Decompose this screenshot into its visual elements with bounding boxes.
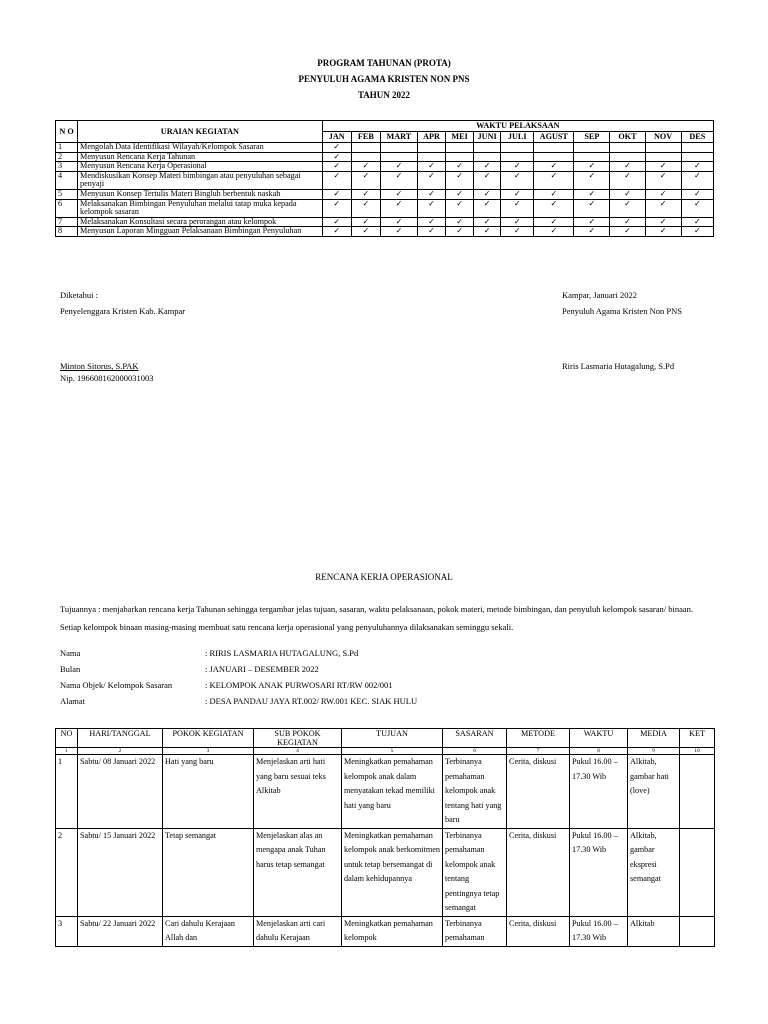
activity-text: Menyusun Konsep Tertulis Materi Bingluh berbentuk naskah	[78, 189, 323, 199]
check-mark-icon: ✓	[681, 162, 713, 172]
check-mark-icon: ✓	[574, 162, 610, 172]
prota-title: PROGRAM TAHUNAN (PROTA)	[317, 58, 451, 68]
check-mark-icon: ✓	[417, 217, 445, 227]
rko-col-header: MEDIA	[628, 729, 680, 748]
check-mark-icon: ✓	[610, 171, 645, 189]
activity-text: Mengolah Data Identifikasi Wilayah/Kelompok Sasaran	[78, 143, 323, 153]
row-number: 2	[56, 828, 78, 916]
check-mark-icon: ✓	[681, 189, 713, 199]
month-header-juni: JUNI	[474, 132, 501, 143]
empty-cell	[574, 143, 610, 153]
check-mark-icon: ✓	[534, 189, 574, 199]
check-mark-icon: ✓	[322, 217, 351, 227]
rko-col-number: 4	[254, 748, 342, 755]
check-mark-icon: ✓	[681, 217, 713, 227]
month-header-mart: MART	[380, 132, 417, 143]
empty-cell	[610, 143, 645, 153]
check-mark-icon: ✓	[645, 199, 681, 217]
check-mark-icon: ✓	[501, 171, 534, 189]
check-mark-icon: ✓	[610, 227, 645, 237]
row-number: 8	[56, 227, 78, 237]
check-mark-icon: ✓	[645, 189, 681, 199]
check-mark-icon: ✓	[446, 162, 474, 172]
row-number: 5	[56, 189, 78, 199]
month-header-juli: JULI	[501, 132, 534, 143]
check-mark-icon: ✓	[380, 227, 417, 237]
rko-row	[56, 916, 715, 946]
check-mark-icon: ✓	[322, 171, 351, 189]
rko-row	[56, 828, 715, 916]
date-cell: Sabtu/ 22 Januari 2022	[78, 916, 163, 946]
check-mark-icon: ✓	[446, 227, 474, 237]
check-mark-icon: ✓	[501, 227, 534, 237]
row-number: 1	[56, 755, 78, 829]
tujuan-cell: Meningkatkan pemahaman kelompok anak berkomitmen untuk tetap bersemangat di dalam kehidupannya	[342, 828, 443, 916]
activity-text: Melaksanakan Konsultasi secara perorangan atau kelompok	[78, 217, 323, 227]
check-mark-icon: ✓	[351, 199, 380, 217]
sasaran-cell: Terbinanya pemahaman	[443, 916, 507, 946]
check-mark-icon: ✓	[417, 189, 445, 199]
check-mark-icon: ✓	[501, 199, 534, 217]
check-mark-icon: ✓	[351, 162, 380, 172]
activity-text: Menyusun Rencana Kerja Operasional	[78, 162, 323, 172]
check-mark-icon: ✓	[474, 199, 501, 217]
metode-cell: Cerita, diskusi	[507, 916, 570, 946]
col-waktu-header: WAKTU PELAKSAAN	[322, 121, 713, 132]
check-mark-icon: ✓	[645, 171, 681, 189]
sub-pokok-cell: Menjelaskan arti hati yang baru sesuai teks Alkitab	[254, 755, 342, 829]
info-label: Nama	[60, 648, 81, 658]
check-mark-icon: ✓	[474, 227, 501, 237]
activity-text: Menyusun Rencana Kerja Tahunan	[78, 152, 323, 162]
prota-row	[56, 189, 714, 199]
check-mark-icon: ✓	[501, 189, 534, 199]
date-cell: Sabtu/ 15 Januari 2022	[78, 828, 163, 916]
rko-col-header: KET	[680, 729, 715, 748]
rko-col-number: 7	[507, 748, 570, 755]
month-header-nov: NOV	[645, 132, 681, 143]
check-mark-icon: ✓	[380, 171, 417, 189]
rko-number-row	[56, 748, 715, 755]
check-mark-icon: ✓	[417, 199, 445, 217]
check-mark-icon: ✓	[380, 217, 417, 227]
prota-row	[56, 227, 714, 237]
check-mark-icon: ✓	[322, 189, 351, 199]
month-header-okt: OKT	[610, 132, 645, 143]
rko-title: RENCANA KERJA OPERASIONAL	[315, 572, 453, 582]
rko-purpose: Tujuannya : menjabarkan rencana kerja Tahunan sehingga tergambar jelas tujuan, sasaran, waktu pelaksanaan, pokok materi, metode bimbingan, dan penyuluh kelompok sasaran/ binaan. Setiap kelompok binaan masing-masing membuat satu rencana kerja operasional yang penyuluhannya dilaksanakan seminggu sekali.	[60, 604, 694, 632]
check-mark-icon: ✓	[474, 217, 501, 227]
check-mark-icon: ✓	[534, 217, 574, 227]
pokok-cell: Hati yang baru	[163, 755, 254, 829]
waktu-cell: Pukul 16.00 – 17.30 Wib	[570, 828, 628, 916]
check-mark-icon: ✓	[380, 199, 417, 217]
check-mark-icon: ✓	[380, 162, 417, 172]
ket-cell	[680, 755, 715, 829]
counselor-name: Riris Lasmaria Hutagalung, S.Pd	[562, 361, 675, 371]
empty-cell	[417, 143, 445, 153]
row-number: 3	[56, 162, 78, 172]
date-cell: Sabtu/ 08 Januari 2022	[78, 755, 163, 829]
check-mark-icon: ✓	[681, 227, 713, 237]
prota-subtitle: PENYULUH AGAMA KRISTEN NON PNS	[298, 74, 470, 84]
month-header-des: DES	[681, 132, 713, 143]
rko-col-number: 6	[443, 748, 507, 755]
rko-col-number: 8	[570, 748, 628, 755]
check-mark-icon: ✓	[574, 189, 610, 199]
month-header-apr: APR	[417, 132, 445, 143]
rko-col-header: METODE	[507, 729, 570, 748]
prota-table	[55, 120, 714, 237]
empty-cell	[681, 143, 713, 153]
empty-cell	[534, 143, 574, 153]
info-value: : KELOMPOK ANAK PURWOSARI RT/RW 002/001	[205, 680, 393, 690]
organizer-name: Minton Sitorus, S.PAK	[60, 361, 139, 371]
check-mark-icon: ✓	[574, 217, 610, 227]
rko-row	[56, 755, 715, 829]
check-mark-icon: ✓	[610, 189, 645, 199]
check-mark-icon: ✓	[351, 227, 380, 237]
tujuan-cell: Meningkatkan pemahaman kelompok anak dalam menyatakan tekad memiliki hati yang baru	[342, 755, 443, 829]
check-mark-icon: ✓	[574, 199, 610, 217]
check-mark-icon: ✓	[322, 199, 351, 217]
check-mark-icon: ✓	[446, 189, 474, 199]
activity-text: Mendiskusikan Konsep Materi bimbingan atau penyuluhan sebagai penyaji	[78, 171, 323, 189]
check-mark-icon: ✓	[351, 171, 380, 189]
check-mark-icon: ✓	[380, 189, 417, 199]
check-mark-icon: ✓	[322, 152, 351, 162]
organizer-nip: Nip. 196608162000031003	[60, 373, 154, 383]
empty-cell	[645, 143, 681, 153]
rko-col-number: 10	[680, 748, 715, 755]
row-number: 1	[56, 143, 78, 153]
prota-row	[56, 199, 714, 217]
info-value: : DESA PANDAU JAYA RT.002/ RW.001 KEC. SIAK HULU	[205, 696, 418, 706]
rko-table	[55, 728, 715, 947]
activity-text: Melaksanakan Bimbingan Penyuluhan melalui tatap muka kepada kelompok sasaran	[78, 199, 323, 217]
rko-col-header: SASARAN	[443, 729, 507, 748]
check-mark-icon: ✓	[474, 171, 501, 189]
rko-col-header: TUJUAN	[342, 729, 443, 748]
row-number: 6	[56, 199, 78, 217]
row-number: 7	[56, 217, 78, 227]
known-label: Diketahui :	[60, 290, 99, 300]
rko-col-number: 5	[342, 748, 443, 755]
info-label: Nama Objek/ Kelompok Sasaran	[60, 680, 173, 690]
check-mark-icon: ✓	[501, 217, 534, 227]
check-mark-icon: ✓	[534, 171, 574, 189]
metode-cell: Cerita, diskusi	[507, 755, 570, 829]
sub-pokok-cell: Menjelaskan arti cari dahulu Kerajaan	[254, 916, 342, 946]
row-number: 2	[56, 152, 78, 162]
month-header-agust: AGUST	[534, 132, 574, 143]
check-mark-icon: ✓	[681, 199, 713, 217]
rko-col-number: 3	[163, 748, 254, 755]
check-mark-icon: ✓	[574, 171, 610, 189]
rko-col-header: HARI/TANGGAL	[78, 729, 163, 748]
row-number: 4	[56, 171, 78, 189]
pokok-cell: Cari dahulu Kerajaan Allah dan	[163, 916, 254, 946]
check-mark-icon: ✓	[474, 162, 501, 172]
month-header-feb: FEB	[351, 132, 380, 143]
check-mark-icon: ✓	[645, 162, 681, 172]
empty-cell	[380, 143, 417, 153]
info-value: : RIRIS LASMARIA HUTAGALUNG, S.Pd	[205, 648, 359, 658]
prota-row	[56, 171, 714, 189]
check-mark-icon: ✓	[681, 171, 713, 189]
media-cell: Alkitab, gambar ekspresi semangat	[628, 828, 680, 916]
info-label: Alamat	[60, 696, 86, 706]
sasaran-cell: Terbinanya pemahaman kelompok anak tentang hati yang baru	[443, 755, 507, 829]
metode-cell: Cerita, diskusi	[507, 828, 570, 916]
month-header-mei: MEI	[446, 132, 474, 143]
check-mark-icon: ✓	[351, 189, 380, 199]
check-mark-icon: ✓	[446, 217, 474, 227]
ket-cell	[680, 828, 715, 916]
pokok-cell: Tetap semangat	[163, 828, 254, 916]
media-cell: Alkitab, gambar hati (love)	[628, 755, 680, 829]
rko-col-header: NO	[56, 729, 78, 748]
check-mark-icon: ✓	[446, 171, 474, 189]
rko-col-header: SUB POKOK KEGIATAN	[254, 729, 342, 748]
empty-cell	[501, 143, 534, 153]
check-mark-icon: ✓	[417, 171, 445, 189]
check-mark-icon: ✓	[501, 162, 534, 172]
rko-col-header: WAKTU	[570, 729, 628, 748]
check-mark-icon: ✓	[574, 227, 610, 237]
check-mark-icon: ✓	[610, 162, 645, 172]
check-mark-icon: ✓	[610, 199, 645, 217]
waktu-cell: Pukul 16.00 – 17.30 Wib	[570, 916, 628, 946]
check-mark-icon: ✓	[322, 143, 351, 153]
rko-col-header: POKOK KEGIATAN	[163, 729, 254, 748]
prota-row	[56, 162, 714, 172]
row-number: 3	[56, 916, 78, 946]
prota-row	[56, 143, 714, 153]
check-mark-icon: ✓	[610, 217, 645, 227]
month-header-jan: JAN	[322, 132, 351, 143]
check-mark-icon: ✓	[322, 162, 351, 172]
organizer-role: Penyelenggara Kristen Kab. Kampar	[60, 306, 186, 316]
prota-year: TAHUN 2022	[357, 90, 411, 100]
check-mark-icon: ✓	[322, 227, 351, 237]
rko-col-number: 1	[56, 748, 78, 755]
prota-body	[56, 143, 714, 237]
check-mark-icon: ✓	[645, 217, 681, 227]
month-header-sep: SEP	[574, 132, 610, 143]
col-uraian-header: URAIAN KEGIATAN	[78, 121, 323, 143]
empty-cell	[446, 143, 474, 153]
place-date: Kampar, Januari 2022	[562, 290, 637, 300]
check-mark-icon: ✓	[474, 189, 501, 199]
check-mark-icon: ✓	[446, 199, 474, 217]
empty-cell	[474, 143, 501, 153]
col-no-header: N O	[56, 121, 78, 143]
tujuan-cell: Meningkatkan pemahaman kelompok	[342, 916, 443, 946]
check-mark-icon: ✓	[534, 162, 574, 172]
info-label: Bulan	[60, 664, 81, 674]
check-mark-icon: ✓	[534, 227, 574, 237]
sasaran-cell: Terbinanya pemahaman kelompok anak tentang pentingnya tetap semangat	[443, 828, 507, 916]
waktu-cell: Pukul 16.00 – 17.30 Wib	[570, 755, 628, 829]
sub-pokok-cell: Menjelaskan alas an mengapa anak Tuhan harus tetap semangat	[254, 828, 342, 916]
check-mark-icon: ✓	[534, 199, 574, 217]
check-mark-icon: ✓	[351, 217, 380, 227]
info-value: : JANUARI – DESEMBER 2022	[205, 664, 319, 674]
activity-text: Menyusun Laporan Mingguan Pelaksanaan Bimbingan Penyuluhan	[78, 227, 323, 237]
empty-cell	[351, 143, 380, 153]
counselor-role: Penyuluh Agama Kristen Non PNS	[562, 306, 682, 316]
rko-header-row	[56, 729, 715, 748]
rko-col-number: 9	[628, 748, 680, 755]
rko-col-number: 2	[78, 748, 163, 755]
rko-body	[56, 755, 715, 947]
check-mark-icon: ✓	[645, 227, 681, 237]
check-mark-icon: ✓	[417, 227, 445, 237]
check-mark-icon: ✓	[417, 162, 445, 172]
media-cell: Alkitab	[628, 916, 680, 946]
ket-cell	[680, 916, 715, 946]
